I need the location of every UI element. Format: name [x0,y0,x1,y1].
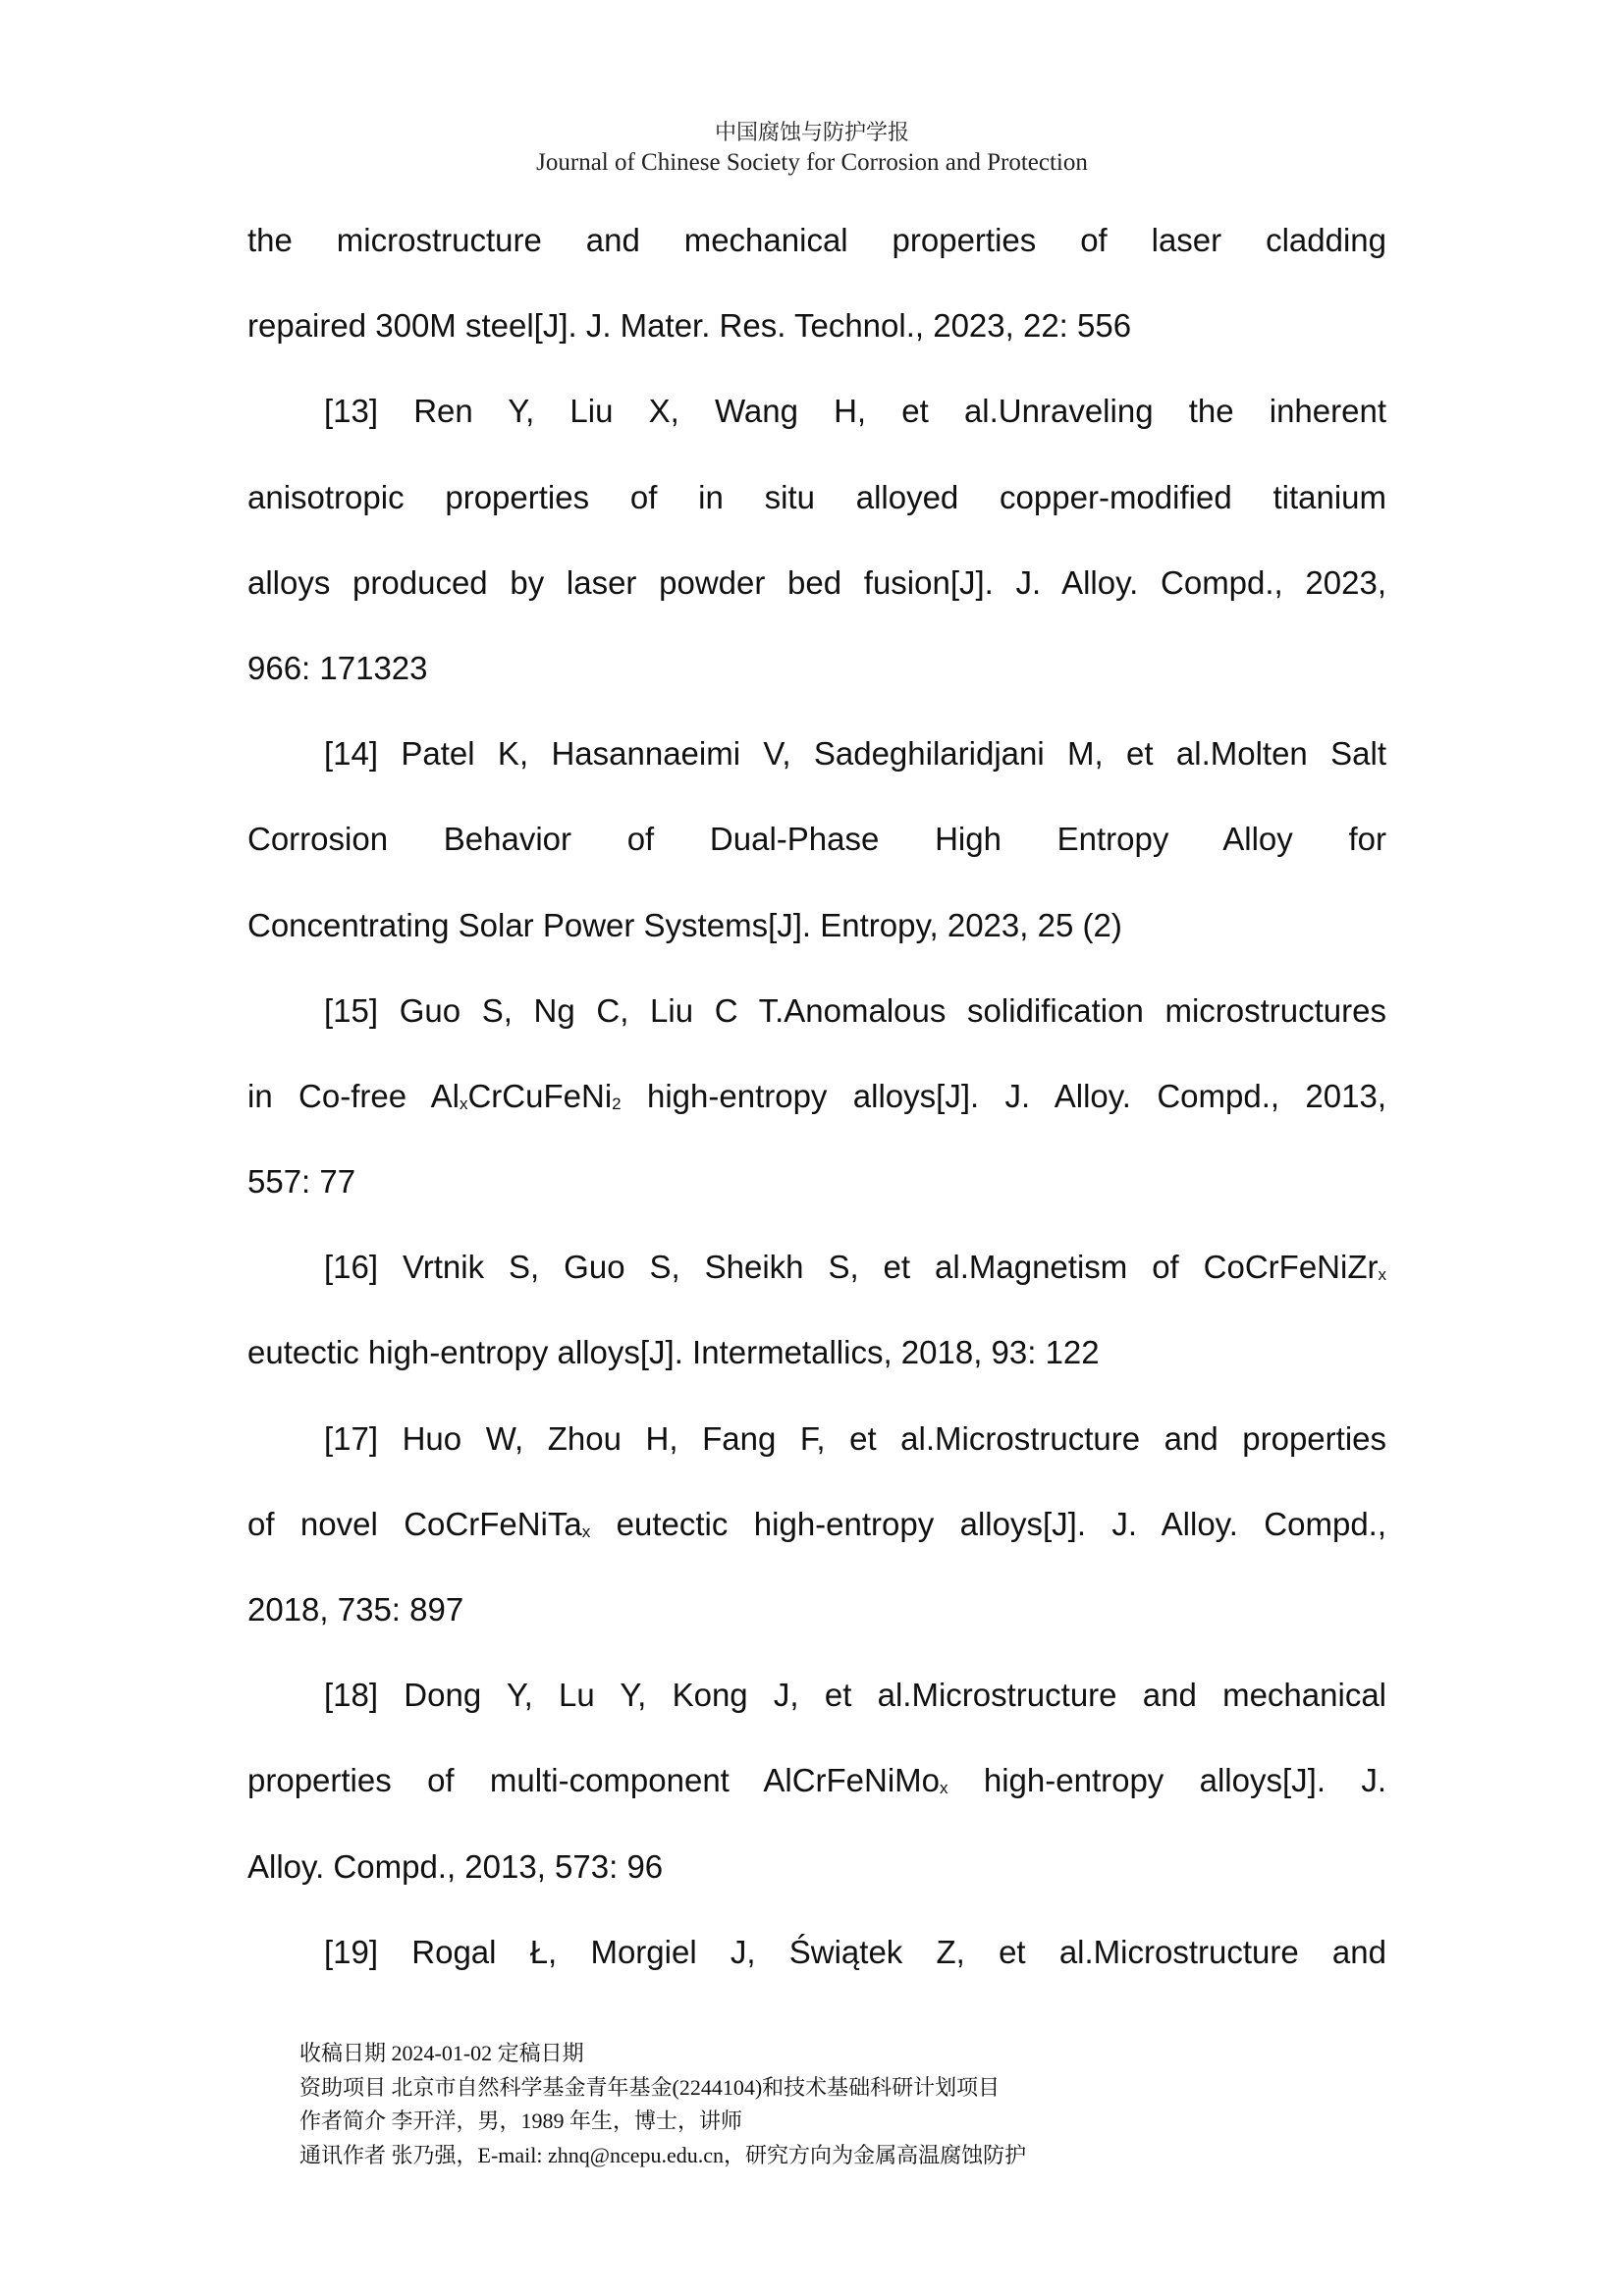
reference-line [247,473,1386,559]
text-run: in Co-free Al [247,1077,460,1114]
text-run: 2018, 735: 897 [247,1591,464,1628]
reference-line [247,1500,1386,1585]
text-run: high-entropy alloys[J]. J. [947,1762,1386,1799]
reference-start-line [247,1671,1386,1756]
text-run: the microstructure and mechanical properties of laser cladding [247,222,1386,258]
text-run: [17] Huo W, Zhou H, Fang F, et al.Microstructure and properties [324,1419,1386,1457]
text-run: 557: 77 [247,1163,356,1201]
text-run: properties of multi-component AlCrFeNiMo [247,1762,941,1799]
text-run: [13] Ren Y, Liu X, Wang H, et al.Unraveling the inherent [324,393,1386,430]
text-run: high-entropy alloys[J]. J. Alloy. Compd., 2013, [621,1077,1386,1114]
references-body [247,216,1386,2013]
reference-start-line [247,387,1386,472]
subscript: 2 [612,1094,622,1113]
reference-line [247,1328,1386,1414]
journal-title-cn: 中国腐蚀与防护学报 [714,121,909,145]
journal-title-en: Journal of Chinese Society for Corrosion and Protection [536,149,1088,176]
reference-start-line [247,1415,1386,1500]
text-run: Alloy. Compd., 2013, 573: 96 [247,1847,664,1885]
reference-line [247,216,1386,301]
text-run: eutectic high-entropy alloys[J]. Intermetallics, 2018, 93: 122 [247,1334,1100,1371]
author-bio-note: 作者简介 李开洋，男，1989 年生，博士，讲师 [299,2109,743,2134]
text-run: [15] Guo S, Ng C, Liu C T.Anomalous solidification microstructures [324,991,1386,1029]
text-run: of novel CoCrFeNiTa [247,1505,582,1542]
reference-line [247,815,1386,900]
text-run: alloys produced by laser powder bed fusion[J]. J. Alloy. Compd., 2023, [247,563,1386,601]
text-run: eutectic high-entropy alloys[J]. J. Alloy. Compd., [590,1505,1387,1542]
subscript: x [940,1779,948,1798]
reference-line [247,1585,1386,1671]
reference-line [247,644,1386,729]
text-run: Corrosion Behavior of Dual-Phase High Entropy Alloy for [247,821,1386,858]
text-run: 966: 171323 [247,649,428,686]
reference-line [247,1157,1386,1243]
reference-start-line [247,1928,1386,2013]
text-run: [18] Dong Y, Lu Y, Kong J, et al.Microstructure and mechanical [324,1677,1386,1714]
text-run: anisotropic properties of in situ alloyed copper-modified titanium [247,478,1386,515]
reference-start-line [247,729,1386,815]
subscript: x [459,1094,468,1113]
text-run: [19] Rogal Ł, Morgiel J, Świątek Z, et al.Microstructure and [324,1933,1386,1970]
text-run: [16] Vrtnik S, Guo S, Sheikh S, et al.Magnetism of CoCrFeNiZr [324,1249,1379,1286]
funding-note: 资助项目 北京市自然科学基金青年基金(2244104)和技术基础科研计划项目 [299,2074,1001,2100]
text-run: repaired 300M steel[J]. J. Mater. Res. Technol., 2023, 22: 556 [247,307,1132,345]
reference-line [247,901,1386,987]
footnote-block [299,2037,1026,2173]
text-run: CrCuFeNi [467,1077,613,1114]
text-run: [14] Patel K, Hasannaeimi V, Sadeghilaridjani M, et al.Molten Salt [324,735,1386,773]
reference-line [247,1072,1386,1157]
reference-line [247,1756,1386,1842]
reference-start-line [247,987,1386,1072]
received-date-note: 收稿日期 2024-01-02 定稿日期 [299,2041,584,2065]
text-run: Concentrating Solar Power Systems[J]. Entropy, 2023, 25 (2) [247,906,1122,943]
subscript: x [1378,1265,1386,1285]
corresponding-author-note: 通讯作者 张乃强，E-mail: zhnq@ncepu.edu.cn，研究方向为金属高温腐蚀防护 [299,2143,1027,2168]
reference-line [247,559,1386,644]
reference-start-line [247,1243,1386,1328]
reference-line [247,301,1386,387]
reference-line [247,1842,1386,1928]
subscript: x [581,1522,591,1541]
